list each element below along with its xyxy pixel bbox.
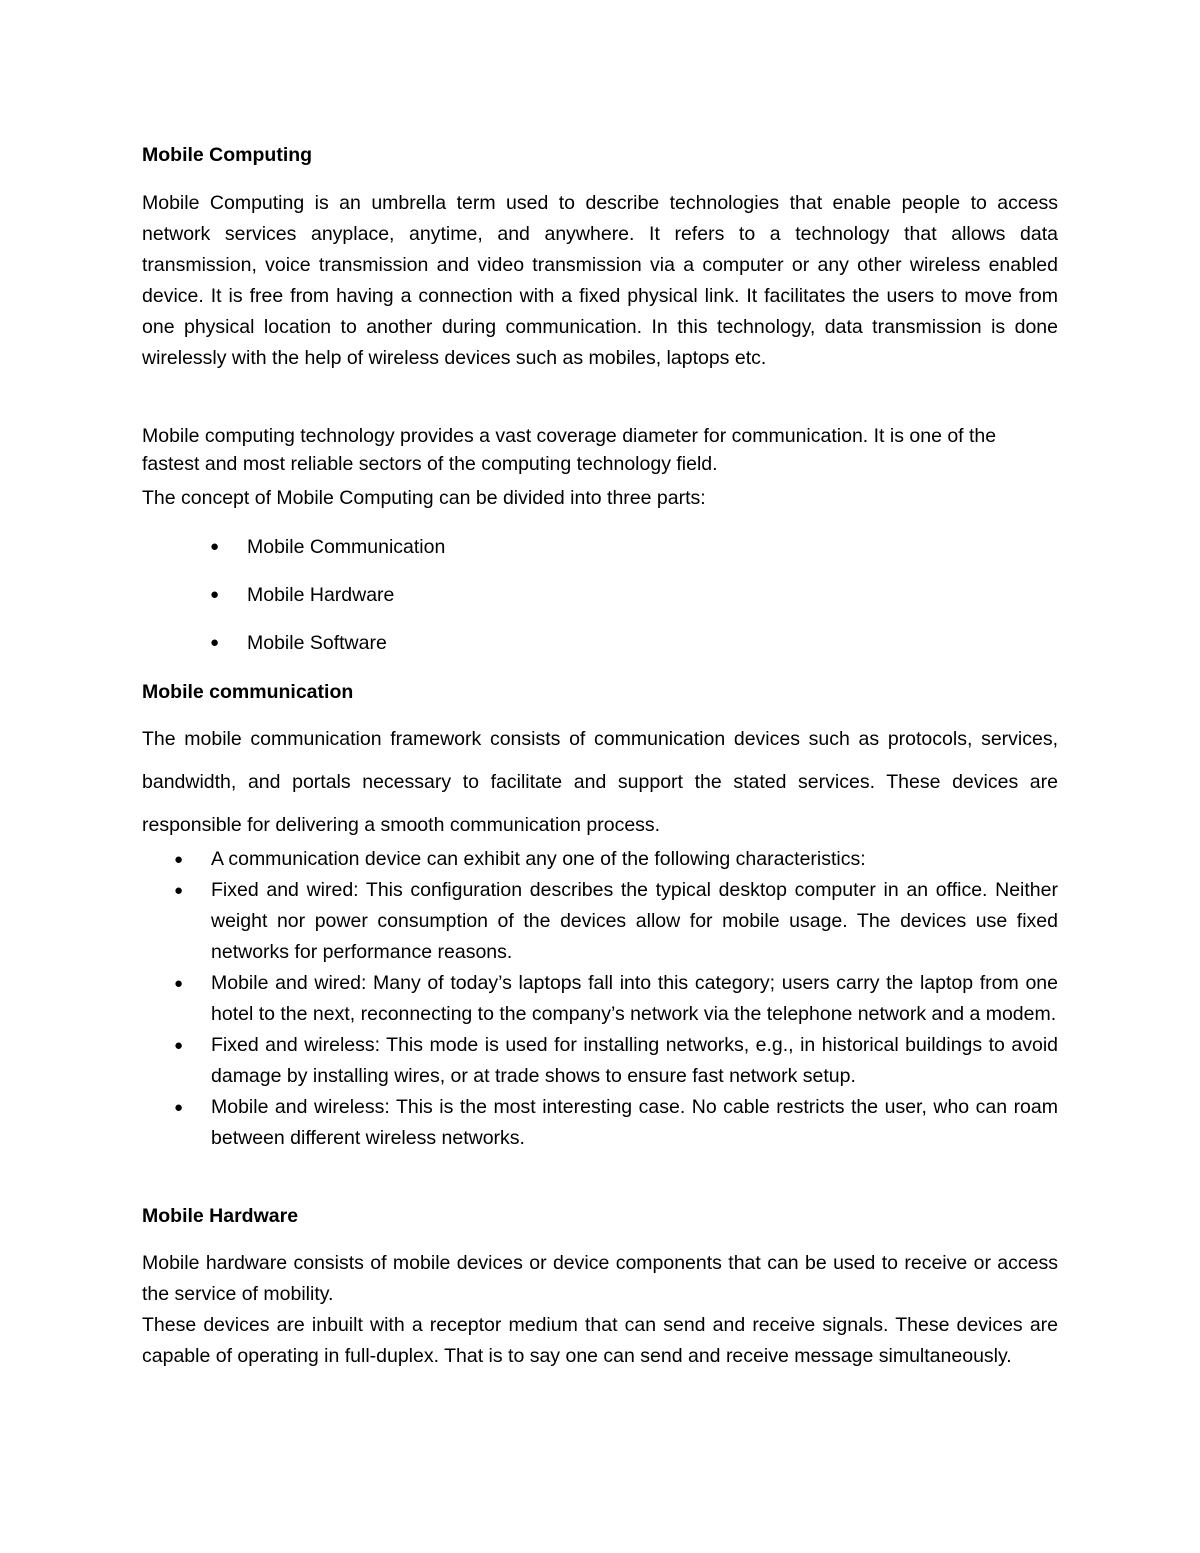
communication-paragraph: The mobile communication framework consists of communication devices such as protocols, services, bandwidth, and portals necessary to facilitate and support the stated services. These devices are responsible for delivering a smooth communication process. xyxy=(142,728,1058,836)
list-item-text: A communication device can exhibit any one of the following characteristics: xyxy=(211,848,866,870)
list-item xyxy=(0,628,1200,676)
list-item-text: Fixed and wired: This configuration describes the typical desktop computer in an office. Neither weight nor power consumption of the devices allow for mobile usage. The devices use fixed networks for performance reasons. xyxy=(211,879,1058,963)
section-heading-hardware: Mobile Hardware xyxy=(142,1205,299,1227)
coverage-paragraph: Mobile computing technology provides a vast coverage diameter for communication. It is one of the fastest and most reliable sectors of the computing technology field. xyxy=(142,425,997,475)
part-label: Mobile Communication xyxy=(247,536,446,558)
concept-line: The concept of Mobile Computing can be divided into three parts: xyxy=(142,487,706,509)
section-heading-communication: Mobile communication xyxy=(142,681,354,703)
list-item xyxy=(0,844,1058,875)
hardware-paragraph-1: Mobile hardware consists of mobile devices or device components that can be used to receive or access the service of mobility. xyxy=(142,1252,1058,1305)
list-item xyxy=(0,532,1200,580)
list-item xyxy=(0,580,1200,628)
list-item xyxy=(0,875,1058,968)
list-item xyxy=(0,968,1058,1030)
bullet-icon: ● xyxy=(174,851,184,868)
part-label: Mobile Software xyxy=(247,632,387,654)
bullet-icon: ● xyxy=(210,538,220,555)
bullet-icon: ● xyxy=(210,586,220,603)
list-item xyxy=(0,1030,1058,1092)
list-item-text: Fixed and wireless: This mode is used for installing networks, e.g., in historical buildings to avoid damage by installing wires, or at trade shows to ensure fast network setup. xyxy=(211,1034,1058,1087)
document-title: Mobile Computing xyxy=(142,144,313,166)
parts-list xyxy=(0,532,1200,676)
bullet-icon: ● xyxy=(174,882,184,899)
bullet-icon: ● xyxy=(174,1099,184,1116)
hardware-paragraph-2: These devices are inbuilt with a receptor medium that can send and receive signals. These devices are capable of operating in full-duplex. That is to say one can send and receive message simultaneously. xyxy=(142,1314,1058,1367)
list-item-text: Mobile and wireless: This is the most interesting case. No cable restricts the user, who can roam between different wireless networks. xyxy=(211,1096,1058,1149)
bullet-icon: ● xyxy=(210,634,220,651)
bullet-icon: ● xyxy=(174,975,184,992)
list-item xyxy=(0,1092,1058,1154)
characteristics-list xyxy=(0,844,1200,1154)
intro-paragraph: Mobile Computing is an umbrella term used to describe technologies that enable people to access network services anyplace, anytime, and anywhere. It refers to a technology that allows data transmission, voice transmission and video transmission via a computer or any other wireless enabled device. It is free from having a connection with a fixed physical link. It facilitates the users to move from one physical location to another during communication. In this technology, data transmission is done wirelessly with the help of wireless devices such as mobiles, laptops etc. xyxy=(142,192,1058,369)
part-label: Mobile Hardware xyxy=(247,584,395,606)
bullet-icon: ● xyxy=(174,1037,184,1054)
list-item-text: Mobile and wired: Many of today’s laptops fall into this category; users carry the laptop from one hotel to the next, reconnecting to the company’s network via the telephone network and a modem. xyxy=(211,972,1058,1025)
